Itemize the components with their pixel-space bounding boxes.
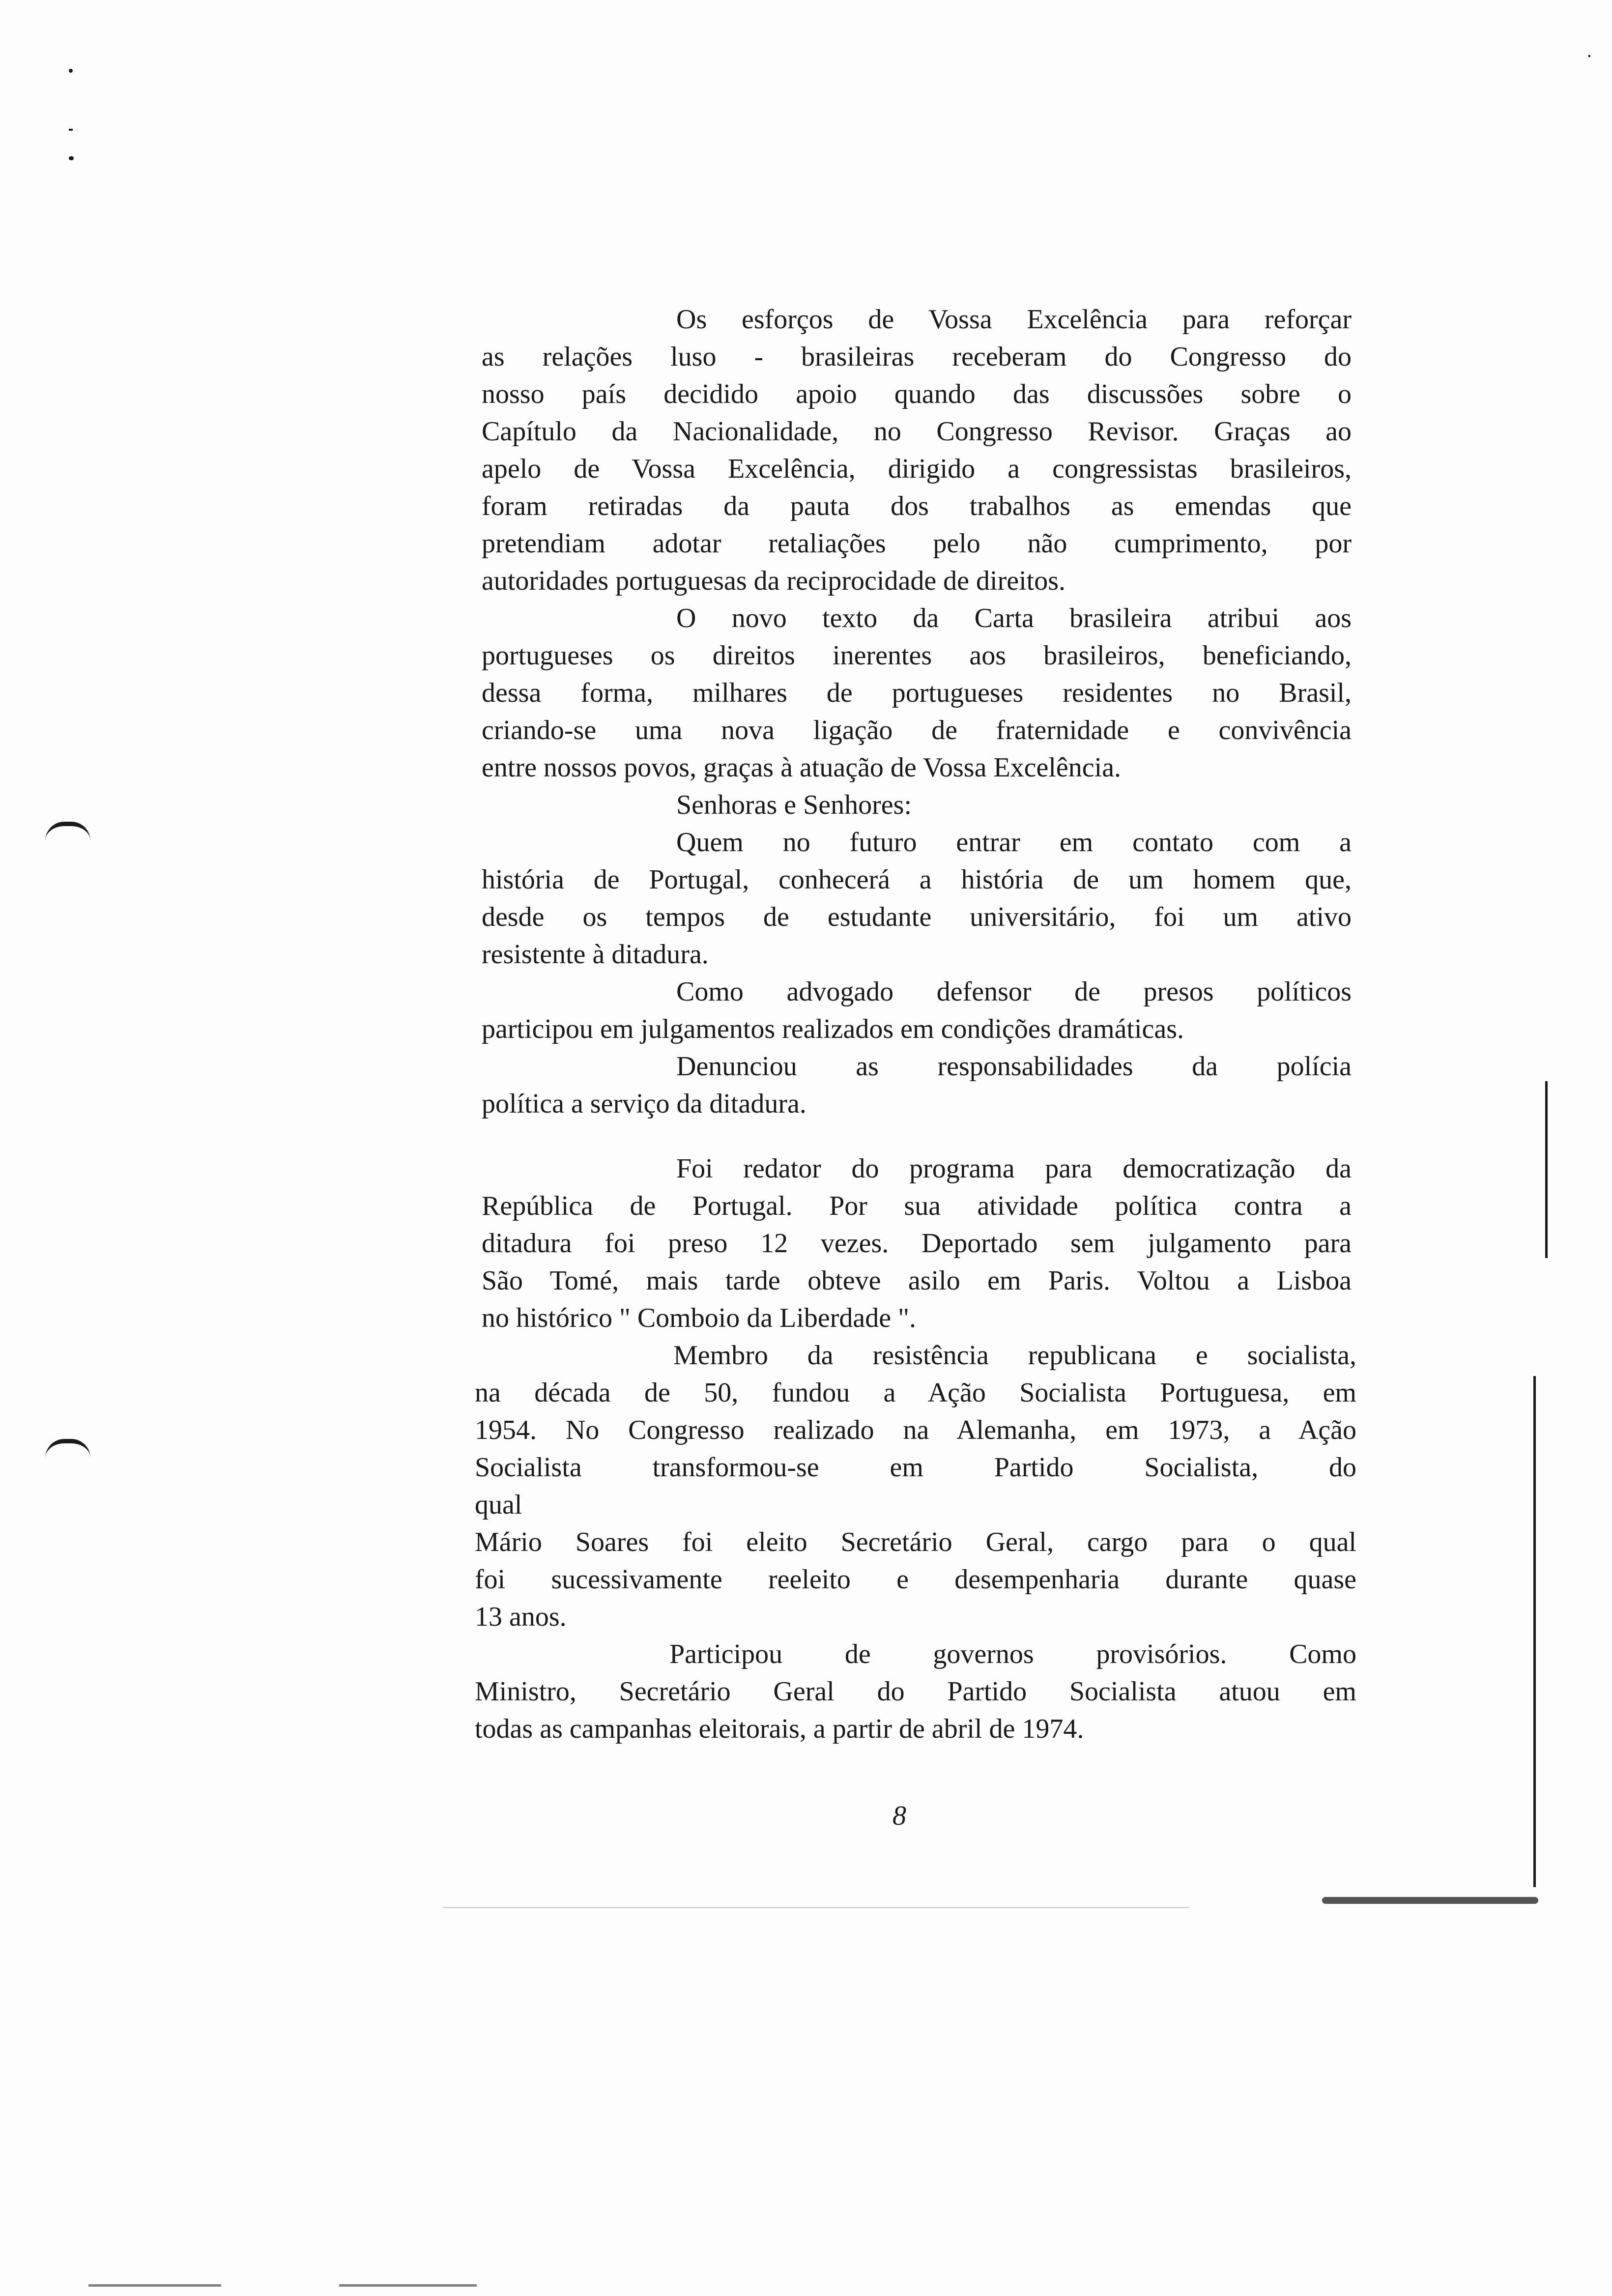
text-line: resistente à ditadura. (482, 939, 709, 970)
text-line: entre nossos povos, graças à atuação de Vossa Excelência. (482, 752, 1122, 783)
scan-bottom-line (88, 2284, 221, 2287)
hole-punch-mark (45, 822, 90, 841)
scan-speck (1588, 55, 1590, 57)
text-line: 13 anos. (475, 1602, 567, 1632)
text-line: desde os tempos de estudante universitário, foi um ativo (482, 902, 1352, 932)
text-line: Membro da resistência republicana e socialista, (673, 1340, 1356, 1371)
scan-edge-line (1545, 1081, 1548, 1258)
text-line: 1954. No Congresso realizado na Alemanha, em 1973, a Ação (475, 1415, 1356, 1445)
scan-bottom-line (339, 2284, 477, 2287)
text-line: no histórico " Comboio da Liberdade ". (482, 1303, 916, 1333)
text-line: O novo texto da Carta brasileira atribui aos (676, 603, 1352, 633)
text-line: ditadura foi preso 12 vezes. Deportado sem julgamento para (482, 1228, 1352, 1259)
text-line: Denunciou as responsabilidades da polícia (676, 1051, 1352, 1082)
scan-speck (69, 69, 73, 73)
text-line: pretendiam adotar retaliações pelo não cumprimento, por (482, 528, 1352, 559)
text-line: Socialista transformou-se em Partido Socialista, do (475, 1452, 1356, 1483)
text-line: São Tomé, mais tarde obteve asilo em Paris. Voltou a Lisboa (482, 1265, 1352, 1296)
text-line: história de Portugal, conhecerá a história de um homem que, (482, 864, 1352, 895)
scan-speck (69, 156, 74, 160)
text-line: portugueses os direitos inerentes aos brasileiros, beneficiando, (482, 640, 1352, 671)
text-line: qual (475, 1490, 522, 1520)
hole-punch-mark (45, 1439, 90, 1458)
text-line: participou em julgamentos realizados em condições dramáticas. (482, 1014, 1184, 1044)
scan-edge-smudge (1322, 1897, 1538, 1904)
text-line: dessa forma, milhares de portugueses residentes no Brasil, (482, 678, 1352, 708)
scan-dotted-line (442, 1907, 1189, 1908)
text-line: apelo de Vossa Excelência, dirigido a congressistas brasileiros, (482, 454, 1352, 484)
text-line: Capítulo da Nacionalidade, no Congresso Revisor. Graças ao (482, 416, 1352, 447)
text-line: foi sucessivamente reeleito e desempenharia durante quase (475, 1564, 1356, 1595)
text-line: na década de 50, fundou a Ação Socialista Portuguesa, em (475, 1378, 1356, 1408)
text-line: Quem no futuro entrar em contato com a (676, 827, 1352, 858)
page-number: 8 (892, 1801, 906, 1831)
text-line: Ministro, Secretário Geral do Partido Socialista atuou em (475, 1676, 1356, 1707)
text-line: nosso país decidido apoio quando das discussões sobre o (482, 379, 1352, 409)
text-line: Senhoras e Senhores: (676, 790, 912, 820)
scan-edge-line (1533, 1376, 1536, 1887)
text-line: Como advogado defensor de presos políticos (676, 976, 1352, 1007)
text-line: política a serviço da ditadura. (482, 1089, 806, 1119)
text-line: autoridades portuguesas da reciprocidade de direitos. (482, 566, 1066, 596)
text-line: Participou de governos provisórios. Como (669, 1639, 1356, 1669)
text-line: todas as campanhas eleitorais, a partir de abril de 1974. (475, 1714, 1084, 1744)
text-line: Foi redator do programa para democratização da (676, 1153, 1352, 1184)
text-line: as relações luso - brasileiras receberam do Congresso do (482, 342, 1352, 372)
text-line: criando-se uma nova ligação de fraternidade e convivência (482, 715, 1352, 746)
text-line: Mário Soares foi eleito Secretário Geral, cargo para o qual (475, 1527, 1356, 1557)
text-line: República de Portugal. Por sua atividade política contra a (482, 1191, 1352, 1221)
text-line: foram retiradas da pauta dos trabalhos as emendas que (482, 491, 1352, 521)
scan-speck (69, 129, 73, 131)
text-line: Os esforços de Vossa Excelência para reforçar (676, 304, 1352, 335)
